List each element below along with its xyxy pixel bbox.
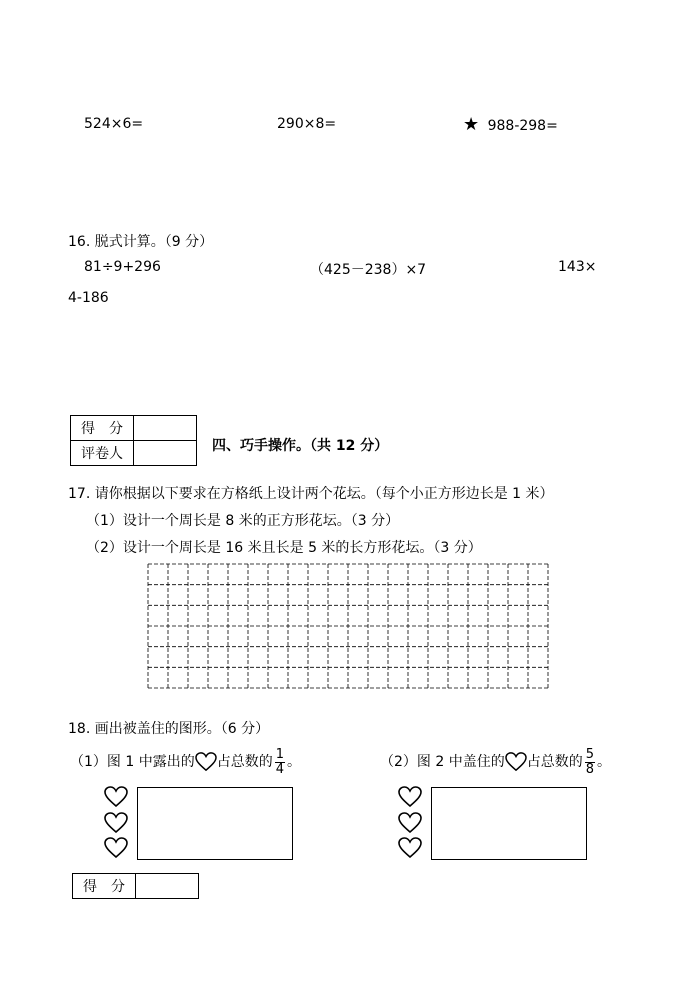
fraction-denominator: 4: [275, 761, 284, 777]
star-icon: ★: [463, 114, 480, 135]
score-label: 得 分: [71, 416, 134, 441]
score-table-2: [72, 873, 199, 899]
calc-524x6: 524×6=: [84, 116, 144, 132]
score-field[interactable]: [136, 874, 199, 899]
q18-p1-prefix: （1）图 1 中露出的: [70, 754, 195, 770]
q16-expr-3-part1: 143×: [558, 259, 597, 275]
score-table: [70, 415, 197, 466]
grid-paper[interactable]: [147, 563, 549, 689]
q18-title: 18. 画出被盖住的图形。（6 分）: [68, 721, 270, 737]
q16-expr-1: 81÷9+296: [84, 259, 161, 275]
calc-290x8: 290×8=: [277, 116, 337, 132]
calc-988-298-text: 988-298=: [487, 118, 558, 134]
heart-icon: [195, 752, 217, 772]
q18-p2-suffix: 。: [597, 754, 611, 770]
calc-988-298: [463, 114, 558, 135]
grader-label: 评卷人: [71, 441, 134, 466]
fraction-5-8: [585, 748, 595, 777]
heart-icon: [104, 786, 128, 808]
grader-field[interactable]: [134, 441, 197, 466]
fraction-1-4: [275, 748, 285, 777]
q16-expr-3-part2: 4-186: [68, 290, 109, 306]
cover-rectangle-1: [137, 787, 293, 860]
q17-title: 17. 请你根据以下要求在方格纸上设计两个花坛。（每个小正方形边长是 1 米）: [68, 486, 554, 502]
heart-icon: [104, 837, 128, 859]
heart-icon: [398, 812, 422, 834]
q18-p1-middle: 占总数的: [216, 754, 273, 770]
score-field[interactable]: [134, 416, 197, 441]
heart-icon: [104, 812, 128, 834]
fraction-numerator: 1: [275, 746, 284, 762]
q18-part-1: [70, 743, 301, 781]
q16-expr-2: （425－238）×7: [310, 262, 427, 278]
q17-part-2: （2）设计一个周长是 16 米且长是 5 米的长方形花坛。（3 分）: [86, 540, 482, 556]
heart-icon: [398, 786, 422, 808]
cover-rectangle-2: [431, 787, 587, 860]
score-label: 得 分: [73, 874, 136, 899]
fraction-denominator: 8: [585, 761, 594, 777]
heart-icon: [398, 837, 422, 859]
section4-title: 四、巧手操作。（共 12 分）: [212, 438, 389, 454]
q18-part-2: [380, 743, 611, 781]
fraction-numerator: 5: [585, 746, 594, 762]
q18-p1-suffix: 。: [287, 754, 301, 770]
q17-part-1: （1）设计一个周长是 8 米的正方形花坛。（3 分）: [86, 513, 400, 529]
q18-p2-prefix: （2）图 2 中盖住的: [380, 754, 505, 770]
heart-icon: [505, 752, 527, 772]
q18-p2-middle: 占总数的: [526, 754, 583, 770]
q16-title: 16. 脱式计算。（9 分）: [68, 234, 214, 250]
